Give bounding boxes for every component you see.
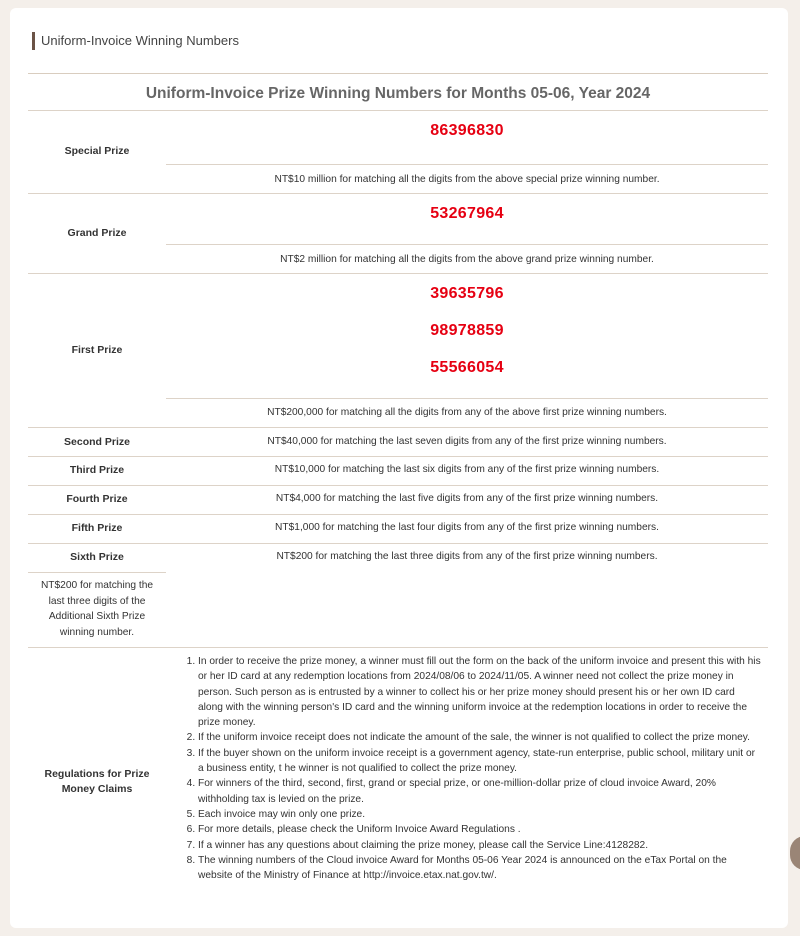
regulation-item: 7. If a winner has any questions about claiming the prize money, please call the Service Line:4128282. xyxy=(198,838,762,853)
fifth-prize-desc: NT$1,000 for matching the last four digits from any of the first prize winning numbers. xyxy=(275,522,659,533)
fourth-prize-label: Fourth Prize xyxy=(66,493,128,505)
regulation-item: 1. In order to receive the prize money, a winner must fill out the form on the back of the uniform invoice and present this with his or her ID card at any redemption locations from 2024/08/06 to 2024/11/05. A winner need not collect the prize money in person. Such person as is entrusted by a winner to collect his or her prize money should present his or her own ID card along with the winning person's ID card and the winning uniform invoice at the redemption locations in order to receive the prize money. xyxy=(198,654,762,730)
regulation-item: 5. Each invoice may win only one prize. xyxy=(198,807,762,822)
regulation-item: 8. The winning numbers of the Cloud invoice Award for Months 05-06 Year 2024 is announced on the eTax Portal on the website of the Ministry of Finance at http://invoice.etax.nat.gov.tw/. xyxy=(198,853,762,884)
row-divider xyxy=(28,110,768,111)
scroll-to-top-button[interactable] xyxy=(790,836,800,870)
third-prize-desc: NT$10,000 for matching the last six digits from any of the first prize winning numbers. xyxy=(274,464,660,475)
row-divider xyxy=(28,273,768,274)
regulations-label: Regulations for Prize Money Claims xyxy=(44,768,150,795)
grand-prize-number: 53267964 xyxy=(430,205,504,222)
regulations-list xyxy=(180,654,762,883)
regulation-item: 4. For winners of the third, second, first, grand or special prize, or one-million-dollar prize of cloud invoice Award, 20% withholding tax is levied on the prize. xyxy=(198,776,762,807)
fifth-prize-label: Fifth Prize xyxy=(71,522,123,534)
row-divider xyxy=(28,647,768,648)
row-divider xyxy=(166,244,768,245)
special-prize-label: Special Prize xyxy=(64,145,130,157)
grand-prize-desc: NT$2 million for matching all the digits from the above grand prize winning number. xyxy=(280,254,654,265)
regulation-item: 2. If the uniform invoice receipt does not indicate the amount of the sale, the winner is not qualified to collect the prize money. xyxy=(198,730,762,745)
table-title: Uniform-Invoice Prize Winning Numbers for Months 05-06, Year 2024 xyxy=(145,85,651,102)
first-prize-desc: NT$200,000 for matching all the digits from any of the above first prize winning numbers. xyxy=(267,407,667,418)
sixth-prize-desc: NT$200 for matching the last three digits from any of the first prize winning numbers. xyxy=(276,551,658,562)
special-prize-desc: NT$10 million for matching all the digits from the above special prize winning number. xyxy=(274,174,660,185)
table-top-divider xyxy=(28,73,768,74)
special-prize-number: 86396830 xyxy=(430,122,504,139)
section-title: Uniform-Invoice Winning Numbers xyxy=(32,32,239,50)
row-divider xyxy=(28,193,768,194)
row-divider xyxy=(28,543,768,544)
second-prize-label: Second Prize xyxy=(64,436,130,448)
row-divider xyxy=(28,572,166,573)
first-prize-label: First Prize xyxy=(71,344,123,356)
row-divider xyxy=(28,427,768,428)
regulation-item: 6. For more details, please check the Uniform Invoice Award Regulations . xyxy=(198,822,762,837)
sixth-prize-label: Sixth Prize xyxy=(70,551,124,563)
first-prize-number: 55566054 xyxy=(430,359,504,376)
row-divider xyxy=(28,514,768,515)
regulation-item: 3. If the buyer shown on the uniform invoice receipt is a government agency, state-run enterprise, public school, military unit or a business entity, t he winner is not qualified to collect the prize money. xyxy=(198,746,762,777)
additional-sixth-prize-note: NT$200 for matching the last three digits of the Additional Sixth Prize winning number. xyxy=(40,580,154,638)
second-prize-desc: NT$40,000 for matching the last seven digits from any of the first prize winning numbers. xyxy=(267,436,667,447)
first-prize-number: 39635796 xyxy=(430,285,504,302)
fourth-prize-desc: NT$4,000 for matching the last five digits from any of the first prize winning numbers. xyxy=(275,493,659,504)
row-divider xyxy=(28,456,768,457)
third-prize-label: Third Prize xyxy=(69,464,125,476)
first-prize-number: 98978859 xyxy=(430,322,504,339)
row-divider xyxy=(166,164,768,165)
row-divider xyxy=(166,398,768,399)
row-divider xyxy=(28,485,768,486)
grand-prize-label: Grand Prize xyxy=(67,227,127,239)
